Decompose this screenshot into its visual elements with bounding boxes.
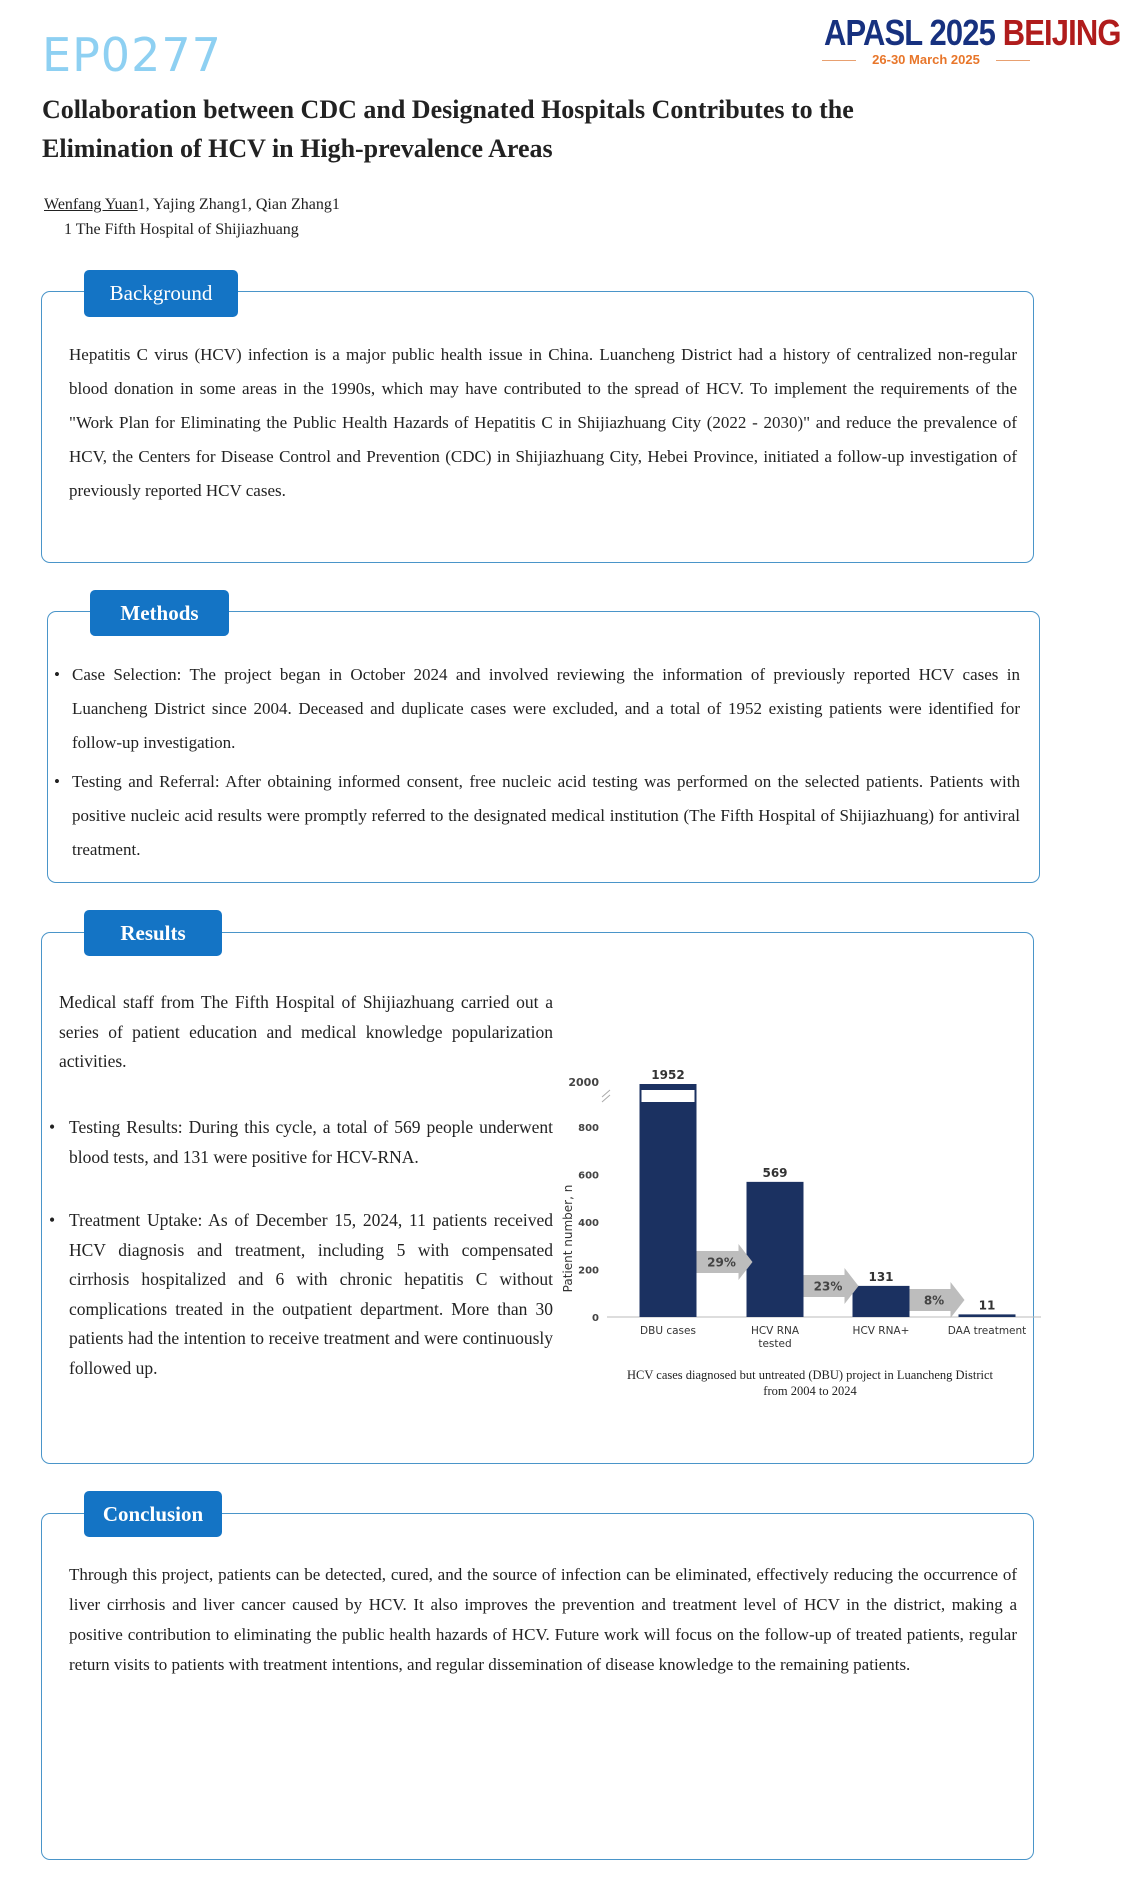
bar-value-label: 1952 [651, 1068, 685, 1082]
y-tick-label: 400 [578, 1218, 599, 1229]
background-heading: Background [84, 270, 238, 317]
conference-city: BEIJING [1002, 12, 1121, 53]
poster-title-line-1: Collaboration between CDC and Designated Hospitals Contributes to the [42, 95, 854, 124]
bar-value-label: 131 [868, 1269, 894, 1284]
background-text: Hepatitis C virus (HCV) infection is a major public health issue in China. Luancheng District had a history of centralized non-regular blood donation in some areas in the 1990s, which may have contributed to the spread of HCV. To implement the requirements of the "Work Plan for Eliminating the Public Health Hazards of Hepatitis C in Shijiazhuang City (2022 - 2030)" and reduce the prevalence of HCV, the Centers for Disease Control and Prevention (CDC) in Shijiazhuang City, Hebei Province, initiated a follow-up investigation of previously reported HCV cases. [69, 345, 1017, 500]
chart-caption: HCV cases diagnosed but untreated (DBU) project in Luancheng District from 2004 to 2024 [627, 1368, 993, 1398]
bar-value-label: 569 [762, 1165, 788, 1180]
results-heading: Results [84, 910, 222, 956]
first-author: Wenfang Yuan [44, 196, 138, 213]
other-authors: 1, Yajing Zhang1, Qian Zhang1 [137, 196, 340, 213]
y-tick-label: 0 [592, 1313, 599, 1324]
bar-hcv-rna- [853, 1286, 910, 1317]
x-tick-label: DBU cases [640, 1325, 696, 1337]
methods-heading: Methods [90, 590, 229, 636]
conclusion-heading: Conclusion [84, 1491, 222, 1537]
author-list [44, 196, 340, 214]
bar-dbu-cases [640, 1084, 697, 1317]
x-tick-label: HCV RNA [750, 1325, 800, 1337]
bar-daa-treatment [959, 1314, 1016, 1317]
bullet-dot: • [54, 772, 60, 791]
affiliation: 1 The Fifth Hospital of Shijiazhuang [64, 221, 299, 238]
conversion-label: 23% [813, 1279, 843, 1294]
y-tick-label: 600 [578, 1170, 599, 1182]
conversion-label: 8% [923, 1293, 945, 1308]
results-intro: Medical staff from The Fifth Hospital of Shijiazhuang carried out a series of patient education and medical knowledge popularization activities. [59, 992, 553, 1071]
y-tick-label: 2000 [568, 1076, 599, 1089]
bar-value-label: 11 [978, 1298, 996, 1313]
x-tick-label: HCV RNA+ [852, 1325, 910, 1337]
methods-bullet [48, 658, 1020, 760]
conclusion-text: Through this project, patients can be detected, cured, and the source of infection can be eliminated, effectively reducing the occurrence of liver cirrhosis and liver cancer caused by HCV. It also improves the prevention and treatment level of HCV in the district, making a positive contribution to eliminating the public health hazards of HCV. Future work will focus on the follow-up of treated patients, regular return visits to patients with treatment intentions, and regular dissemination of disease knowledge to the remaining patients. [69, 1565, 1017, 1674]
poster-id: EP0277 [42, 28, 222, 82]
results-bullet-text: Treatment Uptake: As of December 15, 2024, 11 patients received HCV diagnosis and treatment, including 5 with compensated cirrhosis hospitalized and 6 with chronic hepatitis C without complications treated in the outpatient department. More than 30 patients had the intention to receive treatment and were continuously followed up. [69, 1210, 553, 1378]
conference-dates: 26-30 March 2025 [818, 52, 1034, 67]
conference-logo [824, 12, 1121, 53]
y-tick-label: 800 [578, 1123, 599, 1134]
axis-break-mark [602, 1090, 610, 1102]
poster-title [42, 90, 982, 168]
bar-break-band [642, 1090, 695, 1102]
methods-bullet-text: Testing and Referral: After obtaining informed consent, free nucleic acid testing was performed on the selected patients. Patients with positive nucleic acid results were promptly referred to the designated medical institution (The Fifth Hospital of Shijiazhuang) for antiviral treatment. [72, 772, 1020, 859]
methods-bullet-text: Case Selection: The project began in October 2024 and involved reviewing the information of previously reported HCV cases in Luancheng District since 2004. Deceased and duplicate cases were excluded, and a total of 1952 existing patients were identified for follow-up investigation. [72, 665, 1020, 752]
conversion-label: 29% [707, 1255, 736, 1270]
results-bullet [43, 1113, 553, 1172]
bullet-dot: • [54, 665, 60, 684]
bullet-dot: • [49, 1117, 56, 1137]
dbu-funnel-chart [556, 1060, 1046, 1360]
y-axis-label: Patient number, n [561, 1184, 575, 1293]
y-tick-label: 200 [578, 1265, 599, 1277]
bullet-dot: • [49, 1210, 56, 1230]
poster-title-line-2: Elimination of HCV in High-prevalence Areas [42, 134, 553, 163]
methods-bullet [48, 765, 1020, 867]
conference-name: APASL 2025 [824, 12, 1003, 53]
x-tick-label: DAA treatment [947, 1325, 1027, 1337]
x-tick-label: tested [758, 1338, 792, 1350]
bar-hcv-rna-tested [747, 1182, 804, 1317]
results-bullet-text: Testing Results: During this cycle, a total of 569 people underwent blood tests, and 131 were positive for HCV-RNA. [69, 1117, 553, 1167]
results-bullet [43, 1206, 553, 1383]
